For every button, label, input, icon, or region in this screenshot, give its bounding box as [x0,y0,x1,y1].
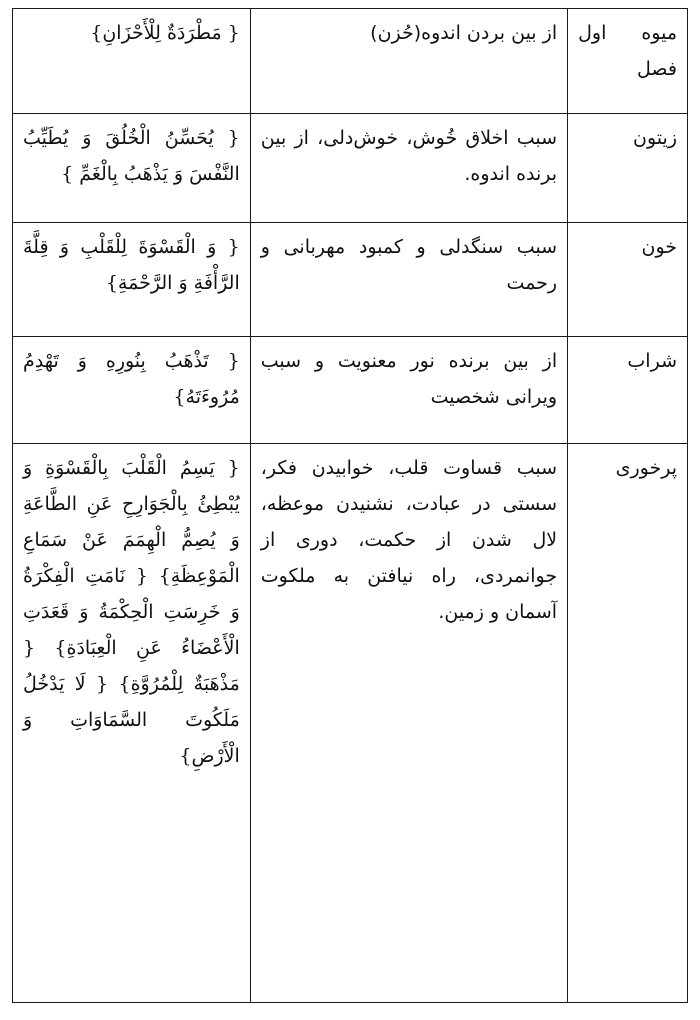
arabic-cell: { وَ الْقَسْوَةَ لِلْقَلْبِ وَ قِلَّةَ الرَّأْفَةِ وَ الرَّحْمَةِ} [13,223,251,337]
header-effect-cell: از بین بردن اندوه(حُزن) [250,9,567,114]
table-header-row [13,9,688,114]
fruit-cell: پرخوری [568,444,688,1003]
header-section-label: فصل [637,58,677,80]
arabic-cell: { تَذْهَبُ بِنُورِهِ وَ تَهْدِمُ مُرُوءَتَهُ} [13,337,251,444]
effect-cell: سبب اخلاق خُوش، خوش‌دلی، از بین برنده اندوه. [250,114,567,223]
header-fruit-label: میوه [641,22,677,44]
header-fruit-line [578,15,677,51]
fruit-cell: شراب [568,337,688,444]
arabic-cell: { يَسِمُ الْقَلْبَ بِالْقَسْوَةِ وَ يُبْطِئُ بِالْجَوَارِحِ عَنِ الطَّاعَةِ وَ يُصِمُّ الْهِمَمَ عَنْ سَمَاعِ الْمَوْعِظَةِ} { نَامَتِ الْفِكْرَةُ وَ خَرِسَتِ الْحِكْمَةُ وَ قَعَدَتِ الْأَعْضَاءُ عَنِ الْعِبَادَةِ} { مَذْهَبَةٌ لِلْمُرُوَّةِ} { لَا يَدْخُلُ مَلَكُوتَ السَّمَاوَاتِ وَ الْأَرْضِ} [13,444,251,1003]
fruit-cell: خون [568,223,688,337]
table-row [13,114,688,223]
fruit-cell: زیتون [568,114,688,223]
header-fruit-cell [568,9,688,114]
header-arabic-cell: { مَطْرَدَةٌ لِلْأَحْزَانِ} [13,9,251,114]
table-row [13,444,688,1003]
header-first-label: اول [578,22,607,44]
hadith-table [12,8,688,1003]
table-row [13,337,688,444]
arabic-cell: { يُحَسِّنُ الْخُلُقَ وَ يُطَيِّبُ النَّفْسَ وَ يَذْهَبُ بِالْغَمِّ } [13,114,251,223]
effect-cell: از بین برنده نور معنویت و سبب ویرانی شخصیت [250,337,567,444]
effect-cell: سبب قساوت قلب، خوابیدن فکر، سستی در عبادت، نشنیدن موعظه، لال شدن از حکمت، دوری از جوانمردی، راه نیافتن به ملکوت آسمان و زمین. [250,444,567,1003]
effect-cell: سبب سنگدلی و کمبود مهربانی و رحمت [250,223,567,337]
table-row [13,223,688,337]
